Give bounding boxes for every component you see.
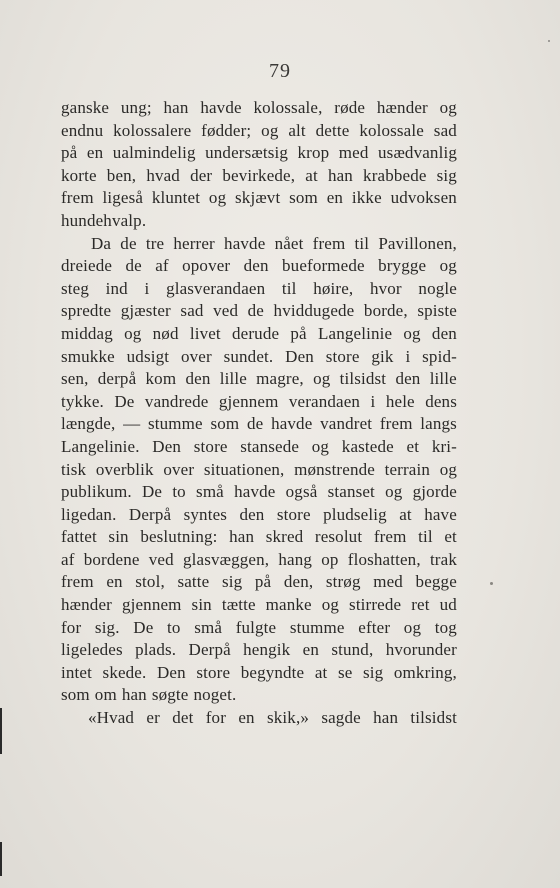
text-line: som om han søgte noget. [61,685,237,705]
text-line: for sig. De to små fulgte stumme efter og tog [61,617,457,637]
text-line: Da de tre herrer havde nået frem til Pavillonen, [91,233,457,253]
text-line: ligeledes plads. Derpå hengik en stund, hvorunder [61,640,457,660]
text-line: hundehvalp. [61,210,147,230]
text-line: længde, — stumme som de havde vandret frem langs [61,414,457,434]
text-line: frem ligeså kluntet og skjævt som en ikke udvoksen [61,188,457,208]
text-line: publikum. De to små havde også stanset og gjorde [61,482,457,502]
text-line: på en ualmindelig undersætsig krop med usædvanlig [61,143,457,163]
text-line: intet skede. Den store begyndte at se sig omkring, [61,662,457,682]
binding-edge-mark [0,708,2,754]
text-line: sen, derpå kom den lille magre, og tilsidst den lille [61,369,457,389]
text-line: dreiede de af opover den bueformede brygge og [61,256,457,276]
text-line: steg ind i glasverandaen til høire, hvor nogle [61,278,457,298]
text-line: hænder gjennem sin tætte manke og stirrede ret ud [61,595,457,615]
paper-speck [548,40,550,42]
text-line: tisk overblik over situationen, mønstrende terrain og [61,459,457,479]
text-line: frem en stol, satte sig på den, strøg med begge [61,572,457,592]
page-number: 79 [269,60,291,82]
text-line: spredte gjæster sad ved de hviddugede borde, spiste [61,301,457,321]
text-line: tykke. De vandrede gjennem verandaen i hele dens [61,391,457,411]
text-line: «Hvad er det for en skik,» sagde han tilsidst [88,708,457,728]
text-line: smukke udsigt over sundet. Den store gik i spid- [61,346,457,366]
text-line: korte ben, hvad der bevirkede, at han krabbede sig [61,165,457,185]
text-line: fattet sin beslutning: han skred resolut frem til et [61,527,457,547]
text-line: Langelinie. Den store stansede og kastede et kri- [61,436,457,456]
text-line: af bordene ved glasvæggen, hang op floshatten, trak [61,549,457,569]
body-text [61,97,457,730]
text-line: middag og nød livet derude på Langelinie og den [61,323,457,343]
text-line: ganske ung; han havde kolossale, røde hænder og [61,98,457,117]
text-line: endnu kolossalere fødder; og alt dette kolossale sad [61,120,457,140]
binding-edge-mark [0,842,2,876]
text-line: ligedan. Derpå syntes den store pludselig at have [61,504,457,524]
paper-speck [490,582,493,585]
